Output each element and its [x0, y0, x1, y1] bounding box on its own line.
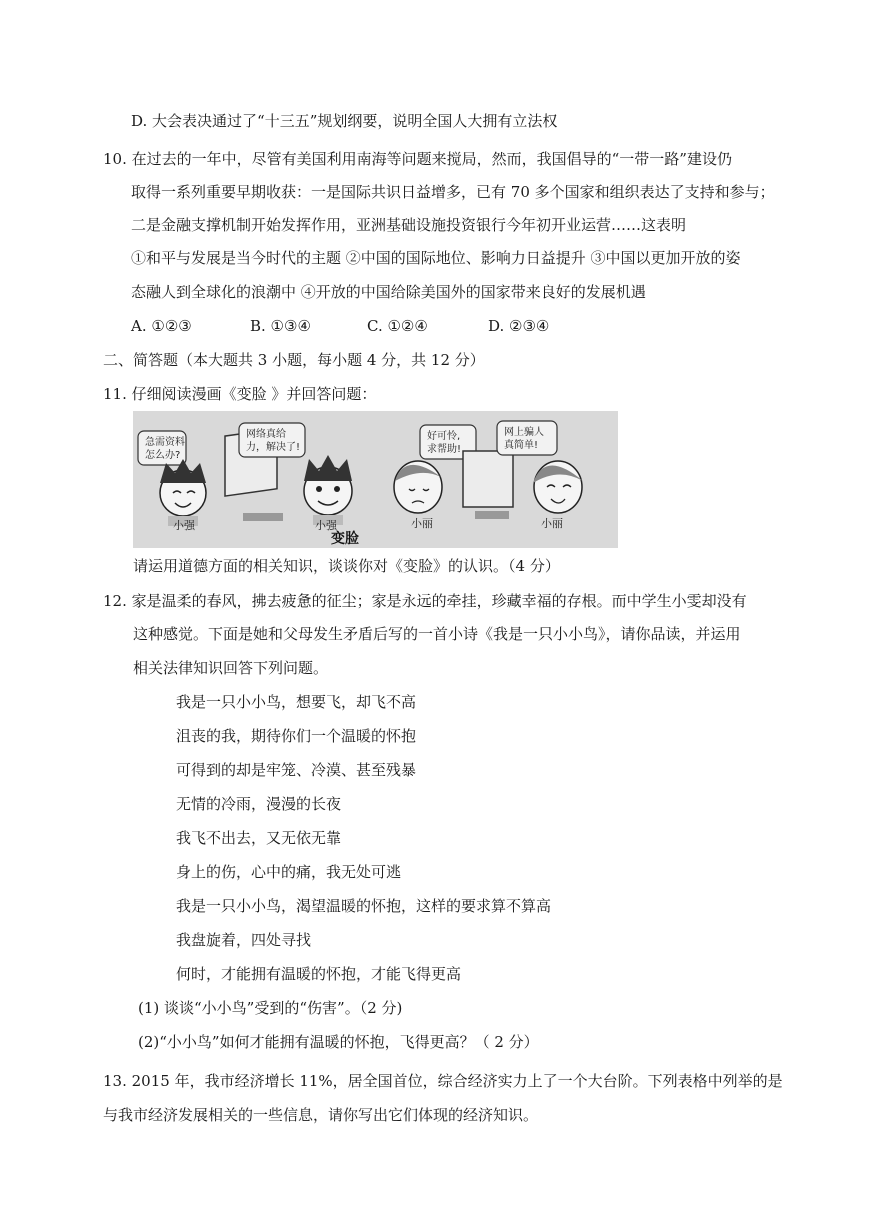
comic-bubble-4-line-2: 真简单! — [504, 440, 539, 451]
q10-option-b: B. ①③④ — [250, 317, 311, 335]
poem-line-5: 我飞不出去，又无依无靠 — [176, 829, 342, 847]
q12-line-2: 这种感觉。下面是她和父母发生矛盾后写的一首小诗《我是一只小小鸟》，请你品读，并运用 — [133, 625, 741, 643]
comic-bubble-3-line-1: 好可怜, — [427, 431, 461, 442]
q11-prompt: 请运用道德方面的相关知识，谈谈你对《变脸》的认识。（4 分） — [133, 557, 560, 575]
poem-line-7: 我是一只小小鸟，渴望温暖的怀抱，这样的要求算不算高 — [176, 897, 552, 915]
q12-line-1: 12. 家是温柔的春风，拂去疲惫的征尘；家是永远的牵挂，珍藏幸福的存根。而中学生小雯却没有 — [103, 592, 747, 610]
q10-line-4: ①和平与发展是当今时代的主题 ②中国的国际地位、影响力日益提升 ③中国以更加开放的姿 — [131, 249, 741, 267]
section-2-heading: 二、简答题（本大题共 3 小题，每小题 4 分，共 12 分） — [103, 351, 485, 369]
q10-line-3: 二是金融支撑机制开始发挥作用，亚洲基础设施投资银行今年初开业运营……这表明 — [131, 216, 687, 234]
comic-bubble-4-line-1: 网上骗人 — [504, 427, 544, 438]
comic-bubble-1-line-1: 急需资料 — [145, 437, 185, 448]
poem-line-4: 无情的冷雨，漫漫的长夜 — [176, 795, 342, 813]
q10-line-5: 态融人到全球化的浪潮中 ④开放的中国给除美国外的国家带来良好的发展机遇 — [131, 283, 646, 301]
q10-option-c: C. ①②④ — [367, 317, 428, 335]
comic-name-4: 小丽 — [541, 517, 563, 530]
poem-line-3: 可得到的却是牢笼、冷漠、甚至残暴 — [176, 761, 417, 779]
comic-bubble-2-line-1: 网络真给 — [246, 429, 286, 440]
comic-name-1: 小强 — [173, 519, 195, 532]
q10-option-a: A. ①②③ — [131, 317, 192, 335]
comic-bubble-1-line-2: 怎么办? — [145, 450, 181, 461]
comic-bubble-3-line-2: 求帮助! — [427, 444, 462, 455]
poem-line-2: 沮丧的我，期待你们一个温暖的怀抱 — [176, 727, 417, 745]
poem-line-9: 何时，才能拥有温暖的怀抱，才能飞得更高 — [176, 965, 462, 983]
poem-line-6: 身上的伤，心中的痛，我无处可逃 — [176, 863, 402, 881]
q10-option-d: D. ②③④ — [488, 317, 550, 335]
comic-panel-1 — [138, 431, 206, 532]
poem-line-1: 我是一只小小鸟，想要飞，却飞不高 — [176, 693, 417, 711]
q11-stem: 11. 仔细阅读漫画《变脸 》并回答问题： — [103, 385, 377, 403]
q12-line-3: 相关法律知识回答下列问题。 — [133, 659, 329, 677]
q13-line-1: 13. 2015 年，我市经济增长 11%，居全国首位，综合经济实力上了一个大台阶。下列表格中列举的是 — [103, 1072, 783, 1090]
q10-line-2: 取得一系列重要早期收获：一是国际共识日益增多，已有 70 多个国家和组织表达了支持和参与； — [131, 183, 775, 201]
comic-title: 变脸 — [331, 531, 359, 547]
q10-line-1: 10. 在过去的一年中，尽管有美国利用南海等问题来搅局，然而，我国倡导的“一带一路”建设仍 — [103, 150, 732, 168]
q12-sub-1: (1) 谈谈“小小鸟”受到的“伤害”。（2 分) — [138, 999, 403, 1017]
q12-sub-2: (2)“小小鸟”如何才能拥有温暖的怀抱，飞得更高？（ 2 分） — [138, 1033, 539, 1051]
comic-bianlian — [133, 411, 618, 548]
comic-name-2: 小强 — [315, 519, 337, 532]
comic-monitor-2 — [463, 451, 513, 519]
comic-name-3: 小丽 — [411, 517, 433, 530]
q9-option-d: D. 大会表决通过了“十三五”规划纲要，说明全国人大拥有立法权 — [131, 112, 558, 130]
comic-bubble-2-line-2: 力，解决了! — [246, 442, 301, 453]
poem-line-8: 我盘旋着，四处寻找 — [176, 931, 312, 949]
q13-line-2: 与我市经济发展相关的一些信息，请你写出它们体现的经济知识。 — [103, 1106, 539, 1124]
